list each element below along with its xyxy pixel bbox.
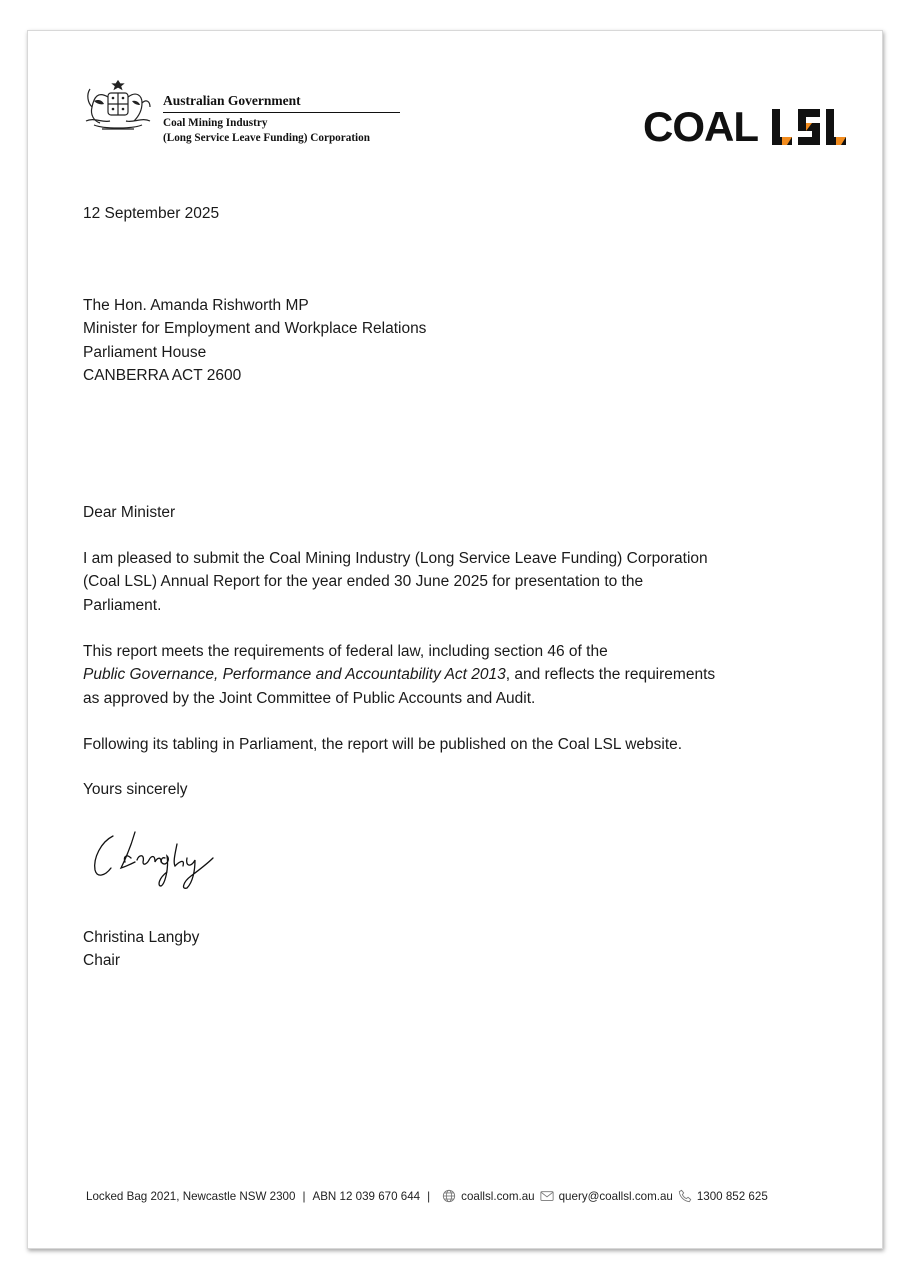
footer-separator: | <box>302 1189 306 1203</box>
paragraph-line: This report meets the requirements of federal law, including section 46 of the <box>83 643 608 660</box>
closing: Yours sincerely <box>83 781 188 798</box>
footer-phone[interactable]: 1300 852 625 <box>696 1189 768 1203</box>
paragraph-line <box>83 663 813 686</box>
letter-date: 12 September 2025 <box>83 205 220 222</box>
paragraph-submission <box>83 547 803 617</box>
address-line: The Hon. Amanda Rishworth MP <box>83 297 309 314</box>
footer-separator: | <box>427 1189 431 1203</box>
footer-website[interactable]: coallsl.com.au <box>461 1189 535 1203</box>
footer-email[interactable]: query@coallsl.com.au <box>558 1189 673 1203</box>
logo-text-coal: COAL <box>643 103 758 150</box>
address-line: CANBERRA ACT 2600 <box>83 366 242 384</box>
signer-name: Christina Langby <box>83 929 200 946</box>
address-line: Parliament House <box>83 343 207 361</box>
coal-lsl-logo <box>643 105 848 149</box>
agency-name-line1: Coal Mining Industry <box>163 117 268 129</box>
paragraph-line: as approved by the Joint Committee of Public Accounts and Audit. <box>83 689 536 707</box>
salutation: Dear Minister <box>83 504 176 521</box>
signer-block <box>83 926 199 973</box>
recipient-address <box>83 294 426 387</box>
lsl-logo-icon <box>770 107 848 147</box>
paragraph-line: (Coal LSL) Annual Report for the year ended 30 June 2025 for presentation to the <box>83 573 644 591</box>
signature <box>91 828 221 898</box>
coat-of-arms-icon <box>80 77 156 135</box>
logo-lsl-mark <box>770 107 848 147</box>
footer <box>86 1189 846 1203</box>
paragraph-line: Parliament. <box>83 596 162 614</box>
act-title: Public Governance, Performance and Accountability Act 2013 <box>83 666 506 684</box>
footer-abn: ABN 12 039 670 644 <box>312 1189 421 1203</box>
signer-title: Chair <box>83 952 121 970</box>
phone-icon <box>677 1189 693 1203</box>
globe-icon <box>441 1189 457 1203</box>
government-title: Australian Government <box>163 93 301 108</box>
address-line: Minister for Employment and Workplace Relations <box>83 320 427 338</box>
header-divider <box>163 112 400 113</box>
paragraph-publication: Following its tabling in Parliament, the report will be published on the Coal LSL website. <box>83 736 683 753</box>
mail-icon <box>539 1189 555 1203</box>
agency-name-line2: (Long Service Leave Funding) Corporation <box>163 132 370 144</box>
paragraph-line: I am pleased to submit the Coal Mining Industry (Long Service Leave Funding) Corporation <box>83 550 708 567</box>
footer-address: Locked Bag 2021, Newcastle NSW 2300 <box>86 1189 296 1203</box>
letter-page <box>27 30 883 1249</box>
paragraph-requirements <box>83 640 813 710</box>
government-agency-block <box>163 91 403 146</box>
paragraph-text: , and reflects the requirements <box>505 666 716 684</box>
